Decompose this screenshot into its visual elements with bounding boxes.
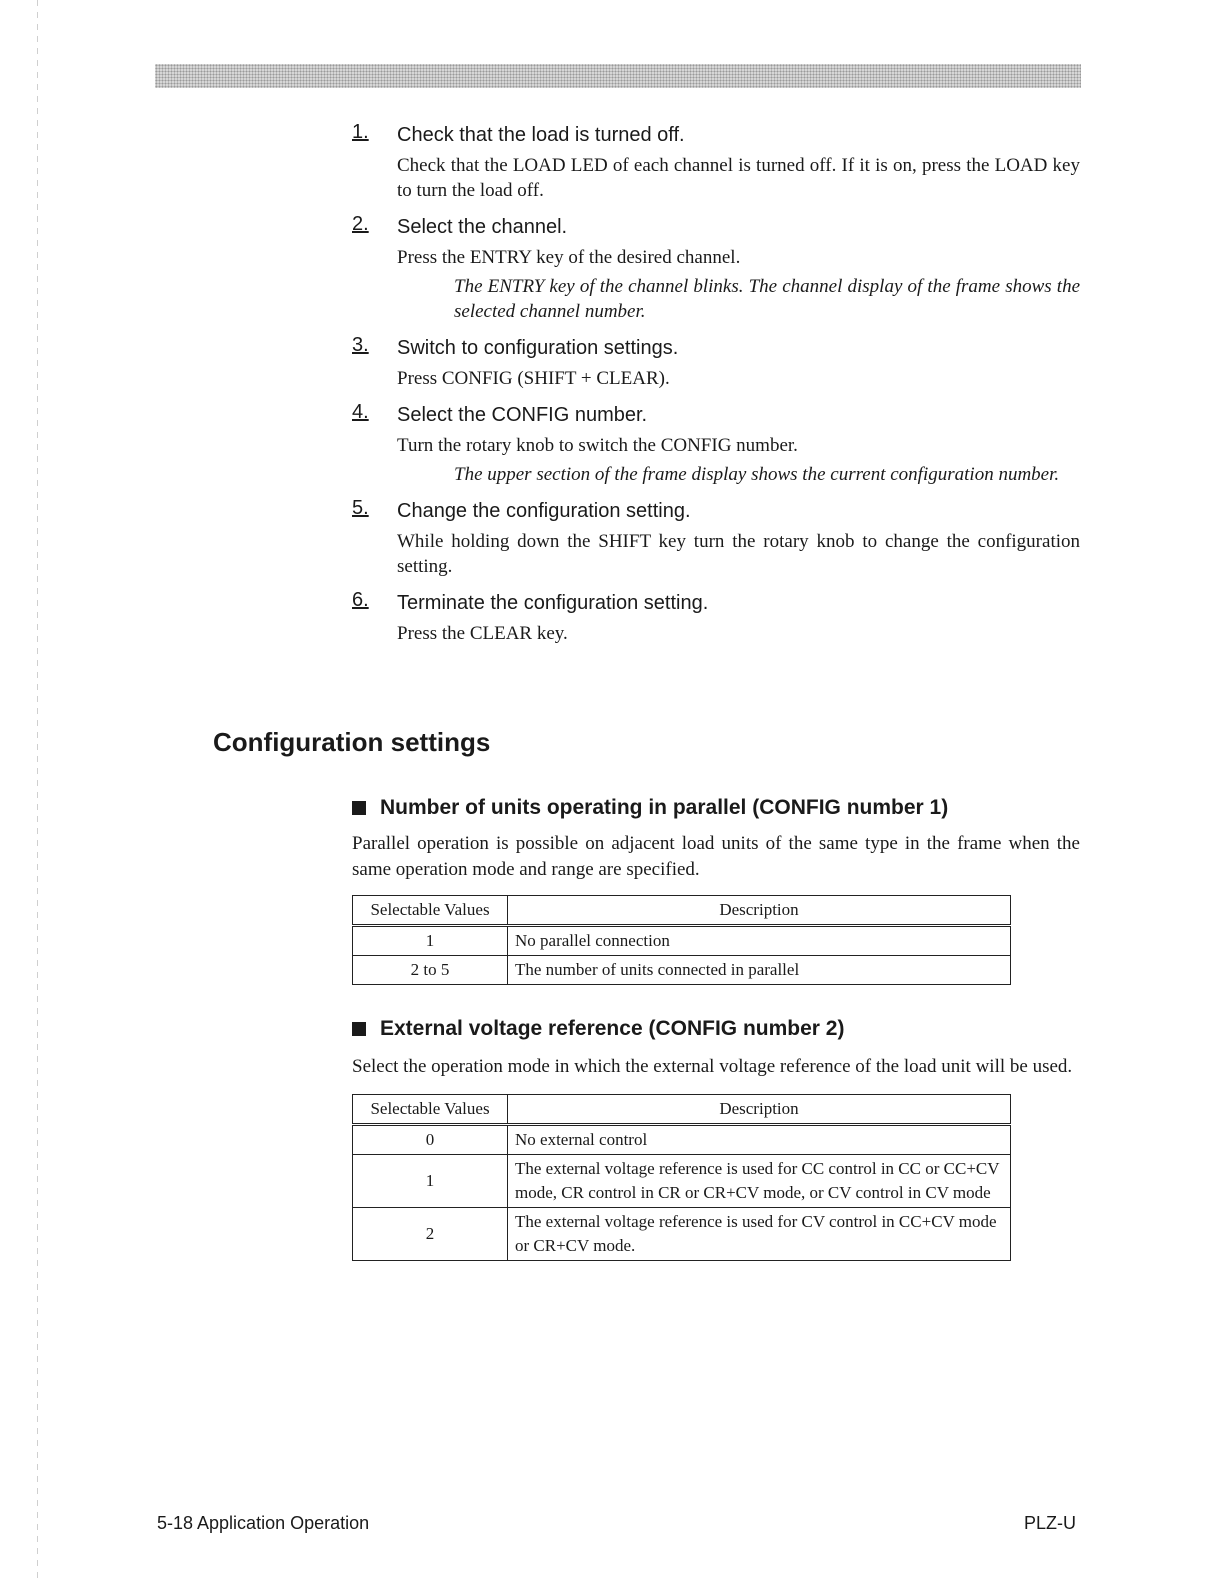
step-number: 5. bbox=[352, 497, 369, 519]
step-number: 4. bbox=[352, 401, 369, 423]
step-note: The upper section of the frame display shows the current configuration number. bbox=[454, 464, 1060, 485]
step-body: Press the CLEAR key. bbox=[397, 623, 568, 644]
step-number: 6. bbox=[352, 589, 369, 611]
step-number: 1. bbox=[352, 121, 369, 143]
subsection-body: Parallel operation is possible on adjacent load units of the same type in the frame when the same operation mode and range are specified. bbox=[352, 833, 1080, 880]
step-item bbox=[352, 213, 1080, 324]
column-header-description: Description bbox=[508, 896, 1011, 926]
table-row bbox=[353, 1125, 1011, 1155]
step-number: 3. bbox=[352, 334, 369, 356]
column-header-description: Description bbox=[508, 1095, 1011, 1125]
section-title: Configuration settings bbox=[213, 727, 491, 757]
table-row bbox=[353, 1155, 1011, 1208]
step-body: Press CONFIG (SHIFT + CLEAR). bbox=[397, 368, 670, 389]
table-cell-description: The number of units connected in parallel bbox=[508, 956, 1011, 985]
table-row bbox=[353, 1208, 1011, 1261]
step-title: Terminate the configuration setting. bbox=[397, 592, 709, 614]
table-row bbox=[353, 926, 1011, 956]
table-cell-value: 2 to 5 bbox=[353, 956, 508, 985]
table-header-row bbox=[353, 896, 1011, 926]
step-body: Turn the rotary knob to switch the CONFIG number. bbox=[397, 435, 798, 456]
step-item bbox=[352, 497, 1080, 579]
table-cell-description: The external voltage reference is used for CC control in CC or CC+CV mode, CR control in CR or CR+CV mode, or CV control in CV mode bbox=[508, 1155, 1011, 1208]
subsection-body: Select the operation mode in which the external voltage reference of the load unit will be used. bbox=[352, 1056, 1073, 1077]
step-item bbox=[352, 401, 1080, 487]
subsection-heading bbox=[352, 1014, 1080, 1044]
table-cell-description: No parallel connection bbox=[508, 926, 1011, 956]
step-body: Check that the LOAD LED of each channel is turned off. If it is on, press the LOAD key to turn the load off. bbox=[397, 155, 1080, 201]
config-table bbox=[352, 895, 1011, 985]
subsection-heading bbox=[352, 793, 1080, 823]
table-cell-value: 2 bbox=[353, 1208, 508, 1261]
step-body: While holding down the SHIFT key turn the rotary knob to change the configuration setting. bbox=[397, 531, 1080, 577]
column-header-values: Selectable Values bbox=[353, 1095, 508, 1125]
step-title: Select the channel. bbox=[397, 216, 568, 238]
step-title: Change the configuration setting. bbox=[397, 500, 691, 522]
step-title: Select the CONFIG number. bbox=[397, 404, 648, 426]
config-table bbox=[352, 1094, 1011, 1261]
step-title: Check that the load is turned off. bbox=[397, 124, 685, 146]
table-cell-value: 1 bbox=[353, 1155, 508, 1208]
parallel-subsection bbox=[352, 793, 1080, 985]
table-cell-value: 0 bbox=[353, 1125, 508, 1155]
table-cell-description: The external voltage reference is used for CV control in CC+CV mode or CR+CV mode. bbox=[508, 1208, 1011, 1261]
bullet-square-icon bbox=[352, 1022, 366, 1036]
table-row bbox=[353, 956, 1011, 985]
table-cell-value: 1 bbox=[353, 926, 508, 956]
page-edge-rule bbox=[37, 0, 38, 1584]
header-bar bbox=[155, 64, 1081, 88]
step-item bbox=[352, 334, 1080, 391]
table-header-row bbox=[353, 1095, 1011, 1125]
footer-product-label: PLZ-U bbox=[1024, 1513, 1077, 1533]
procedure-steps bbox=[352, 121, 1080, 656]
external-subsection bbox=[352, 1014, 1080, 1261]
bullet-square-icon bbox=[352, 801, 366, 815]
subsection-heading-text: External voltage reference (CONFIG number 2) bbox=[380, 1017, 845, 1040]
step-number: 2. bbox=[352, 213, 369, 235]
footer-page-label: 5-18 Application Operation bbox=[157, 1513, 370, 1533]
step-note: The ENTRY key of the channel blinks. The channel display of the frame shows the selected channel number. bbox=[454, 276, 1080, 322]
step-item bbox=[352, 121, 1080, 203]
step-title: Switch to configuration settings. bbox=[397, 337, 679, 359]
step-body: Press the ENTRY key of the desired channel. bbox=[397, 247, 741, 268]
step-item bbox=[352, 589, 1080, 646]
subsection-heading-text: Number of units operating in parallel (CONFIG number 1) bbox=[380, 796, 949, 819]
table-cell-description: No external control bbox=[508, 1125, 1011, 1155]
column-header-values: Selectable Values bbox=[353, 896, 508, 926]
